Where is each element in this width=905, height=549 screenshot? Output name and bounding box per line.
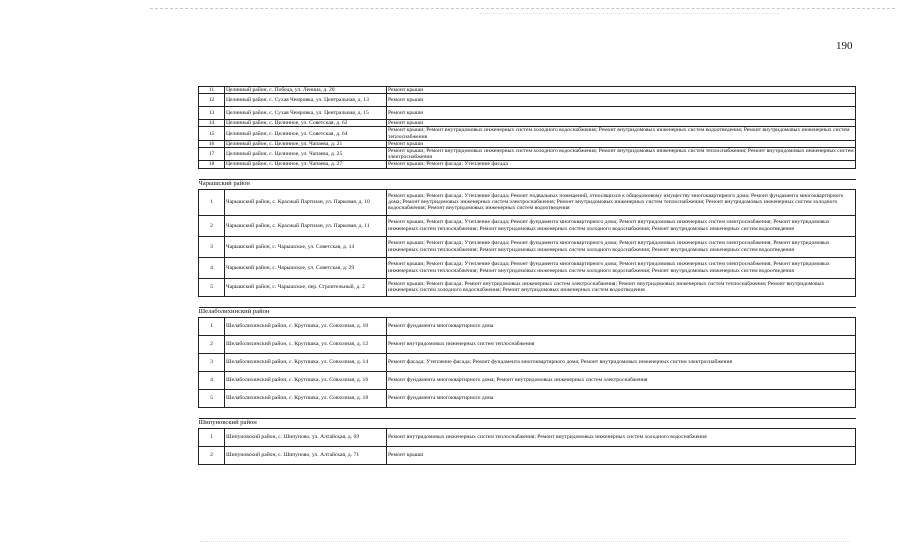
table-row xyxy=(199,215,856,236)
row-address: Шелаболихинский район, с. Крутишка, ул. Совхозная, д. 10 xyxy=(225,317,387,335)
row-works: Ремонт крыши xyxy=(387,107,856,120)
table-row xyxy=(199,148,856,161)
row-address: Чарышский район, с. Красный Партизан, ул. Парковая, д. 11 xyxy=(225,215,387,236)
table-row xyxy=(199,335,856,353)
district-heading-row xyxy=(199,307,856,317)
row-number: 1 xyxy=(199,189,225,215)
row-number: 18 xyxy=(199,161,225,168)
row-address: Целинный район, с. Целинное, ул. Чапаева, д. 25 xyxy=(225,148,387,161)
row-works: Ремонт крыши xyxy=(387,446,856,464)
row-works: Ремонт крыши; Ремонт фасада; Утепление фасада; Ремонт фундамента многоквартирного дома; Ремонт внутридомовых инженерных систем электроснабжения; Ремонт внутридомовых инженерных систем теплоснабжения; Ремонт внутридомовых инженерных систем холодного водоснабжения; Ремонт внутридомовых инженерных систем водоотведения xyxy=(387,257,856,278)
spacer-cell xyxy=(199,168,856,179)
row-works: Ремонт внутридомовых инженерных систем теплоснабжения xyxy=(387,335,856,353)
table-row xyxy=(199,161,856,168)
row-works: Ремонт крыши; Ремонт фасада; Утепление фасада; Ремонт подвальных помещений, относящихся к общедомовому имуществу многоквартирного дома; Ремонт фундамента многоквартирного дома; Ремонт внутридомовых инженерных систем электроснабжения; Ремонт внутридомовых инженерных систем теплоснабжения; Ремонт внутридомовых инженерных систем холодного водоснабжения; Ремонт внутридомовых инженерных систем водоотведения xyxy=(387,189,856,215)
row-address: Целинный район, с. Сухая Чемровка, ул. Центральная, д. 13 xyxy=(225,94,387,107)
spacer-row xyxy=(199,407,856,418)
row-works: Ремонт фундамента многоквартирного дома xyxy=(387,389,856,407)
row-works: Ремонт крыши xyxy=(387,140,856,147)
row-address: Целинный район, с. Целинное, ул. Чапаева, д. 21 xyxy=(225,140,387,147)
district-heading: Чарышский район xyxy=(199,179,856,189)
row-number: 5 xyxy=(199,278,225,296)
row-address: Шипуновский район, с. Шипуново, ул. Алтайская, д. 71 xyxy=(225,446,387,464)
row-number: 4 xyxy=(199,257,225,278)
row-address: Чарышский район, с. Чарышское, ул. Советская, д. 14 xyxy=(225,236,387,257)
scan-artifact-bottom xyxy=(200,541,850,543)
spacer-cell xyxy=(199,296,856,307)
row-number: 2 xyxy=(199,446,225,464)
row-works: Ремонт фундамента многоквартирного дома xyxy=(387,317,856,335)
row-number: 3 xyxy=(199,353,225,371)
spacer-row xyxy=(199,168,856,179)
row-number: 3 xyxy=(199,236,225,257)
row-number: 16 xyxy=(199,140,225,147)
table-row xyxy=(199,236,856,257)
row-number: 14 xyxy=(199,120,225,127)
row-works: Ремонт фундамента многоквартирного дома; Ремонт внутридомовых инженерных систем электроснабжения xyxy=(387,371,856,389)
table-row xyxy=(199,94,856,107)
row-works: Ремонт крыши; Ремонт внутридомовых инженерных систем холодного водоснабжения; Ремонт внутридомовых инженерных систем водоотведения; Ремонт внутридомовых инженерных систем теплоснабжения xyxy=(387,127,856,140)
row-works: Ремонт крыши; Ремонт фасада; Утепление фасада xyxy=(387,161,856,168)
row-address: Целинный район, с. Целинное, ул. Советская, д. 62 xyxy=(225,120,387,127)
row-number: 2 xyxy=(199,215,225,236)
row-works: Ремонт фасада; Утепление фасада; Ремонт фундамента многоквартирного дома; Ремонт внутридомовых инженерных систем электроснабжения xyxy=(387,353,856,371)
row-number: 1 xyxy=(199,317,225,335)
scan-artifact-top xyxy=(150,8,895,10)
registry-body xyxy=(199,87,856,465)
row-number: 2 xyxy=(199,335,225,353)
table-row xyxy=(199,371,856,389)
district-heading-row xyxy=(199,179,856,189)
row-address: Шелаболихинский район, с. Крутишка, ул. Совхозная, д. 14 xyxy=(225,353,387,371)
table-row xyxy=(199,189,856,215)
table-row xyxy=(199,107,856,120)
spacer-row xyxy=(199,296,856,307)
row-address: Чарышский район, с. Чарышское, ул. Советская, д. 29 xyxy=(225,257,387,278)
page-number: 190 xyxy=(836,40,853,52)
row-works: Ремонт внутридомовых инженерных систем теплоснабжения; Ремонт внутридомовых инженерных систем холодного водоснабжения xyxy=(387,428,856,446)
table-row xyxy=(199,428,856,446)
row-number: 17 xyxy=(199,148,225,161)
row-address: Шелаболихинский район, с. Крутишка, ул. Совхозная, д. 18 xyxy=(225,389,387,407)
row-address: Шелаболихинский район, с. Крутишка, ул. Совхозная, д. 16 xyxy=(225,371,387,389)
table-row xyxy=(199,140,856,147)
table-row xyxy=(199,127,856,140)
scan-artifact-top-faint xyxy=(480,13,780,15)
row-address: Шелаболихинский район, с. Крутишка, ул. Совхозная, д. 12 xyxy=(225,335,387,353)
table-row xyxy=(199,120,856,127)
row-number: 15 xyxy=(199,127,225,140)
table-row xyxy=(199,257,856,278)
table-row xyxy=(199,278,856,296)
row-address: Чарышский район, с. Чарышское, пер. Строительный, д. 2 xyxy=(225,278,387,296)
district-heading: Шипуновский район xyxy=(199,418,856,428)
table-row xyxy=(199,317,856,335)
row-works: Ремонт крыши xyxy=(387,87,856,94)
district-heading-row xyxy=(199,418,856,428)
row-number: 12 xyxy=(199,94,225,107)
row-works: Ремонт крыши xyxy=(387,94,856,107)
row-address: Целинный район, с. Сухая Чемровка, ул. Центральная, д. 15 xyxy=(225,107,387,120)
repair-registry-table xyxy=(198,86,856,465)
spacer-cell xyxy=(199,407,856,418)
row-number: 5 xyxy=(199,389,225,407)
row-works: Ремонт крыши xyxy=(387,120,856,127)
row-address: Целинный район, с. Победа, ул. Ленина, д. 20 xyxy=(225,87,387,94)
row-address: Чарышский район, с. Красный Партизан, ул. Парковая, д. 10 xyxy=(225,189,387,215)
table-row xyxy=(199,446,856,464)
row-number: 11 xyxy=(199,87,225,94)
row-works: Ремонт крыши; Ремонт фасада; Утепление фасада; Ремонт фундамента многоквартирного дома; Ремонт внутридомовых инженерных систем электроснабжения; Ремонт внутридомовых инженерных систем теплоснабжения; Ремонт внутридомовых инженерных систем холодного водоснабжения; Ремонт внутридомовых инженерных систем водоотведения xyxy=(387,236,856,257)
row-works: Ремонт крыши; Ремонт фасада; Утепление фасада; Ремонт фундамента многоквартирного дома; Ремонт внутридомовых инженерных систем электроснабжения; Ремонт внутридомовых инженерных систем теплоснабжения; Ремонт внутридомовых инженерных систем холодного водоснабжения; Ремонт внутридомовых инженерных систем водоотведения xyxy=(387,215,856,236)
row-number: 13 xyxy=(199,107,225,120)
row-works: Ремонт крыши; Ремонт внутридомовых инженерных систем холодного водоснабжения; Ремонт внутридомовых инженерных систем теплоснабжения; Ремонт внутридомовых инженерных систем электроснабжения xyxy=(388,148,854,161)
table-row xyxy=(199,389,856,407)
row-number: 4 xyxy=(199,371,225,389)
row-number: 1 xyxy=(199,428,225,446)
row-works: Ремонт крыши; Ремонт фасада; Ремонт внутридомовых инженерных систем электроснабжения; Ремонт внутридомовых инженерных систем теплоснабжения; Ремонт внутридомовых инженерных систем холодного водоснабжения; Ремонт внутридомовых инженерных систем водоотведения xyxy=(387,278,856,296)
row-address: Целинный район, с. Целинное, ул. Советская, д. 64 xyxy=(225,127,387,140)
row-address: Целинный район, с. Целинное, ул. Чапаева, д. 27 xyxy=(225,161,387,168)
row-address: Шипуновский район, с. Шипуново, ул. Алтайская, д. 69 xyxy=(225,428,387,446)
table-row xyxy=(199,353,856,371)
table-row xyxy=(199,87,856,94)
district-heading: Шелаболихинский район xyxy=(199,307,856,317)
